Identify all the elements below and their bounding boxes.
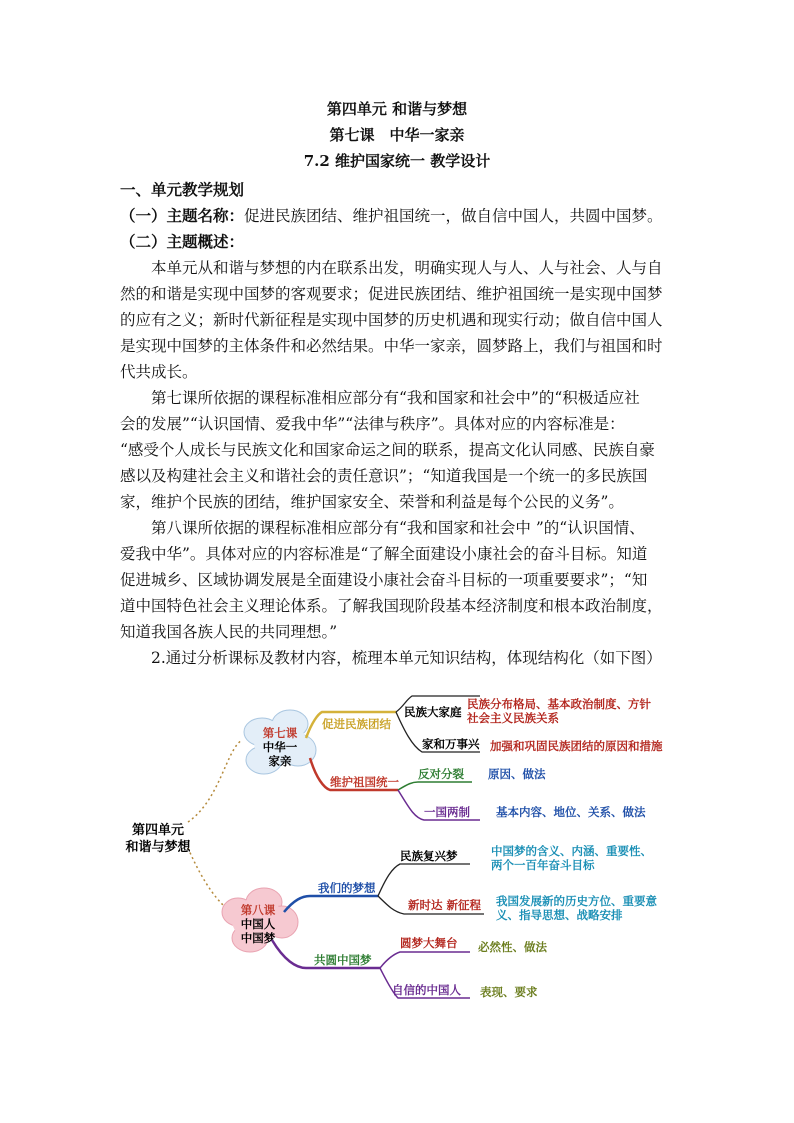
lesson7-line3: 家亲	[268, 754, 292, 768]
theme-label: （一）主题名称：	[120, 206, 245, 225]
section-heading: 一、单元教学规划	[120, 180, 245, 199]
leaf-newera-1: 我国发展新的历史方位、重要意	[496, 894, 657, 908]
root-to-lesson7-connector	[188, 740, 242, 822]
leaf-stage: 必然性、做法	[478, 940, 547, 954]
sub-ocots: 一国两制	[424, 805, 470, 819]
body-line: 家，维护个民族的团结，维护国家安全、荣誉和利益是每个公民的义务”。	[120, 493, 624, 511]
body-line: “感受个人成长与民族文化和国家命运之间的联系，提高文化认同感、民族自豪	[120, 441, 655, 459]
branch-common-label: 共圆中国梦	[314, 953, 372, 967]
unit-title: 第四单元 和谐与梦想	[326, 100, 468, 118]
sub-oppose: 反对分裂	[418, 767, 464, 781]
sub-newera: 新时达 新征程	[408, 898, 482, 912]
lesson8-line1: 第八课	[240, 903, 276, 917]
body-line: 促进城乡、区域协调发展是全面建设小康社会奋斗目标的一项重要要求”；“知	[120, 571, 648, 589]
design-title: 7.2 维护国家统一 教学设计	[303, 152, 491, 170]
body-line: 第八课所依据的课程标准相应部分有“我和国家和社会中 ”的“认识国情、	[120, 519, 645, 537]
branch-unity-label: 促进民族团结	[322, 717, 391, 731]
leaf-confident: 表现、要求	[480, 985, 538, 999]
body-line: 本单元从和谐与梦想的内在联系出发，明确实现人与人、人与社会、人与自	[120, 259, 663, 277]
body-line: 是实现中国梦的主体条件和必然结果。中华一家亲，圆梦路上，我们与祖国和时	[120, 337, 663, 355]
theme-text: 促进民族团结、维护祖国统一，做自信中国人，共圆中国梦。	[244, 207, 663, 225]
leaf-revival-1: 中国梦的含义、内涵、重要性、	[491, 844, 652, 858]
leaf-newera-2: 义、指导思想、战略安排	[496, 908, 623, 922]
sub-confident: 自信的中国人	[392, 983, 461, 997]
body-line: 感以及构建社会主义和谐社会的责任意识”；“知道我国是一个统一的多民族国	[120, 467, 648, 485]
lesson-title: 第七课 中华一家亲	[329, 126, 465, 144]
leaf-family-2: 社会主义民族关系	[467, 711, 559, 725]
branch-dream-label: 我们的梦想	[318, 881, 376, 895]
overview-label: （二）主题概述：	[120, 232, 245, 251]
root-line2: 和谐与梦想	[125, 840, 191, 855]
lesson8-line3: 中国梦	[240, 931, 276, 945]
leaf-harmony: 加强和巩固民族团结的原因和措施	[490, 739, 663, 753]
sub-family: 民族大家庭	[404, 705, 462, 719]
root-line1: 第四单元	[131, 823, 185, 838]
leaf-revival-2: 两个一百年奋斗目标	[491, 858, 595, 872]
body-line: 会的发展”“认识国情、爱我中华”“法律与秩序”。具体对应的内容标准是：	[120, 415, 625, 433]
branch-reunify-label: 维护祖国统一	[330, 775, 399, 789]
sub-stage: 圆梦大舞台	[400, 936, 458, 950]
body-line: 第七课所依据的课程标准相应部分有“我和国家和社会中”的“积极适应社	[120, 389, 640, 407]
lesson7-line2: 中华一	[262, 740, 298, 754]
sub-revival-line	[378, 864, 470, 896]
sub-stage-line	[380, 952, 470, 968]
leaf-ocots: 基本内容、地位、关系、做法	[496, 805, 646, 819]
body-line: 然的和谐是实现中国梦的客观要求；促进民族团结、维护祖国统一是实现中国梦	[120, 285, 663, 303]
leaf-family-1: 民族分布格局、基本政治制度、方针	[467, 697, 651, 711]
body-line: 代共成长。	[120, 363, 198, 381]
branch-dream-line	[284, 896, 378, 912]
sub-revival: 民族复兴梦	[400, 849, 458, 863]
body-line: 知道我国各族人民的共同理想。”	[120, 623, 338, 641]
lesson8-line2: 中国人	[240, 917, 276, 931]
leaf-oppose: 原因、做法	[488, 767, 546, 781]
body-line: 的应有之义；新时代新征程是实现中国梦的历史机遇和现实行动；做自信中国人	[120, 311, 663, 329]
body-line: 爱我中华”。具体对应的内容标准是“了解全面建设小康社会的奋斗目标。知道	[120, 545, 648, 563]
sub-oppose-line	[398, 782, 472, 790]
lesson7-line1: 第七课	[262, 726, 298, 740]
root-to-lesson8-connector	[188, 848, 232, 912]
body-line: 道中国特色社会主义理论体系。了解我国现阶段基本经济制度和根本政治制度，	[120, 597, 663, 615]
body-line: 2.通过分析课标及教材内容，梳理本单元知识结构，体现结构化（如下图）	[120, 649, 662, 667]
sub-harmony: 家和万事兴	[422, 737, 480, 751]
